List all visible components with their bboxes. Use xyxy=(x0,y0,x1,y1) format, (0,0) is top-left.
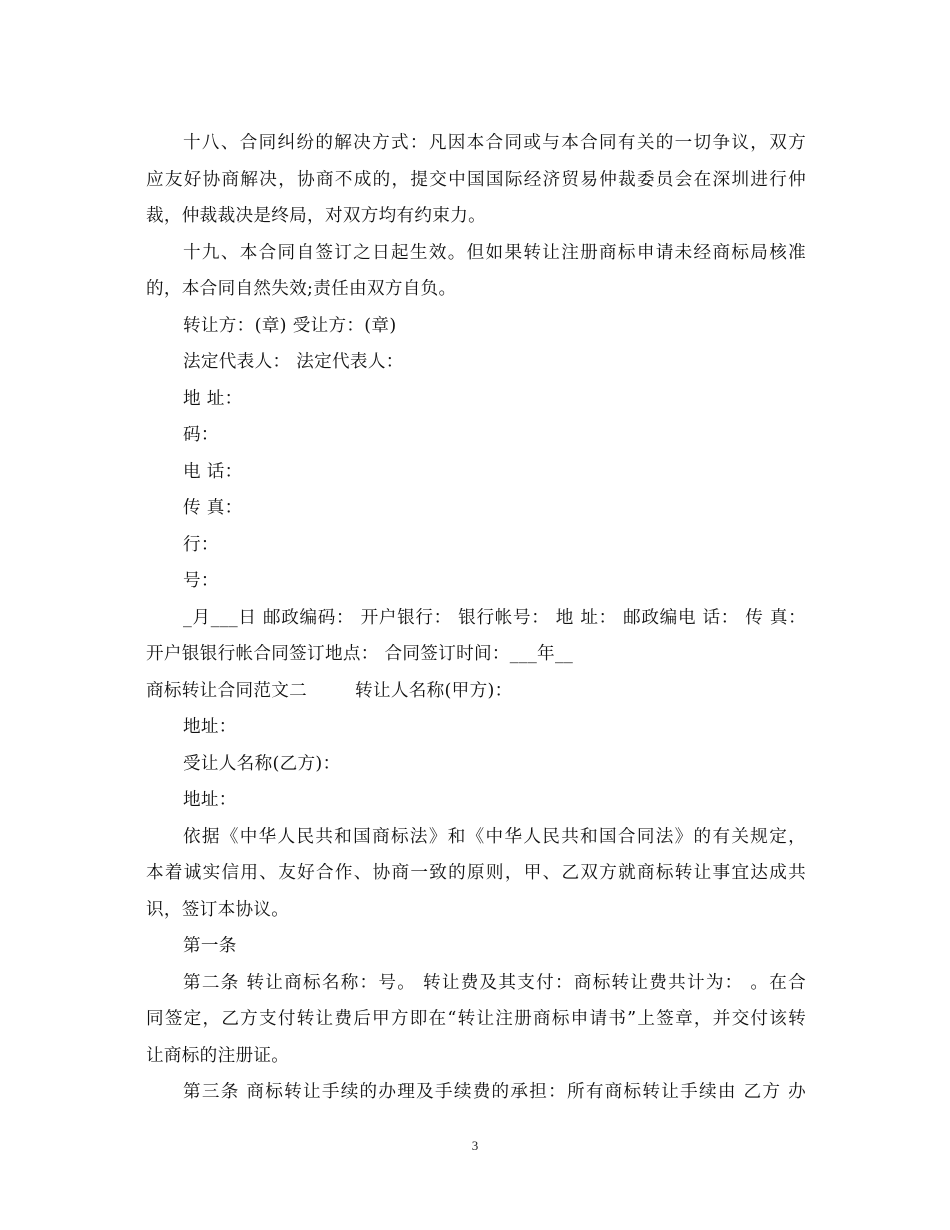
page-number: 3 xyxy=(471,1138,479,1153)
article-heading: 第一条 xyxy=(183,936,237,956)
document-body xyxy=(146,125,806,1111)
paragraph-line: 让商标的注册证。 xyxy=(146,1045,290,1066)
section-title: 商标转让合同范文二 xyxy=(146,680,308,701)
paragraph-line: 应友好协商解决，协商不成的，提交中国国际经济贸易仲裁委员会在深圳进行仲 xyxy=(146,169,806,190)
paragraph-line: 的，本合同自然失效;责任由双方自负。 xyxy=(146,279,457,299)
fax-field: 传 真： xyxy=(183,498,243,518)
paragraph-line: 识，签订本协议。 xyxy=(146,899,290,920)
postal-code-field: 码： xyxy=(183,425,219,445)
address-field: 地址： xyxy=(183,717,237,737)
account-number-field: 号： xyxy=(183,571,219,591)
paragraph-line: _月___日 邮政编码： 开户银行： 银行帐号： 地 址： 邮政编电 话： 传 真： xyxy=(183,607,806,628)
paragraph-line: 开户银银行帐合同签订地点： 合同签订时间：___年__ xyxy=(146,644,574,664)
paragraph-line: 第三条 商标转让手续的办理及手续费的承担：所有商标转让手续由 乙方 办 xyxy=(183,1082,806,1102)
section-heading-line xyxy=(146,673,806,710)
address-field: 地址： xyxy=(183,790,237,810)
paragraph-line: 十八、合同纠纷的解决方式：凡因本合同或与本合同有关的一切争议，双方 xyxy=(183,133,806,153)
legal-representative-line: 法定代表人： 法定代表人： xyxy=(183,352,404,372)
bank-field: 行： xyxy=(183,534,219,555)
transferor-name-field: 转让人名称(甲方)： xyxy=(355,680,513,701)
paragraph-line: 裁，仲裁裁决是终局，对双方均有约束力。 xyxy=(146,206,486,226)
paragraph-line: 同签定，乙方支付转让费后甲方即在“转让注册商标申请书”上签章，并交付该转 xyxy=(146,1009,806,1029)
paragraph-line: 十九、本合同自签订之日起生效。但如果转让注册商标申请未经商标局核准 xyxy=(183,242,806,263)
paragraph-line: 第二条 转让商标名称：号。 转让费及其支付：商标转让费共计为： 。在合 xyxy=(183,972,806,993)
address-field: 地 址： xyxy=(183,388,243,409)
phone-field: 电 话： xyxy=(183,461,243,482)
paragraph-line: 本着诚实信用、友好合作、协商一致的原则，甲、乙双方就商标转让事宜达成共 xyxy=(146,863,806,883)
transferee-name-field: 受让人名称(乙方)： xyxy=(183,753,341,774)
paragraph-line: 依据《中华人民共和国商标法》和《中华人民共和国合同法》的有关规定， xyxy=(183,826,806,847)
signature-parties-line: 转让方：(章) 受让方：(章) xyxy=(183,315,397,336)
